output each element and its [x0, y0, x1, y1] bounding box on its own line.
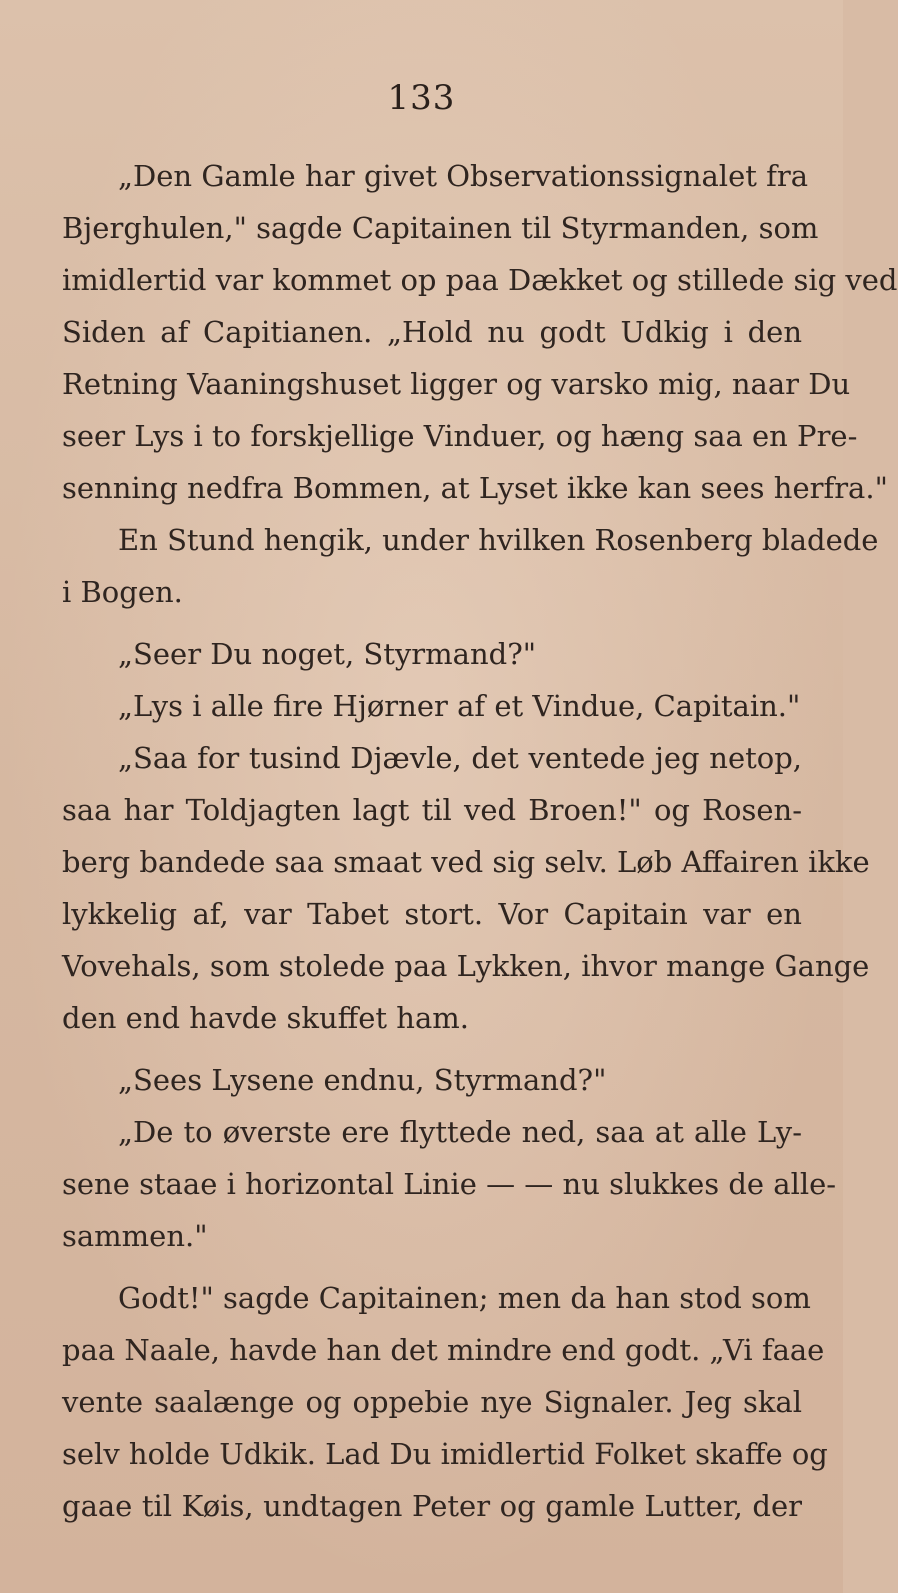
- text-line: „Den Gamle har givet Observationssignalet fra: [118, 159, 808, 193]
- text-line: sene staae i horizontal Linie — — nu slukkes de alle-: [62, 1167, 837, 1201]
- paragraph-gap: [62, 618, 802, 628]
- text-line: imidlertid var kommet op paa Dækket og stillede sig ved: [62, 263, 898, 297]
- text-line: paa Naale, havde han det mindre end godt. „Vi faae: [62, 1333, 825, 1367]
- text-line: den end havde skuffet ham.: [62, 1001, 469, 1035]
- text-line: Bjerghulen," sagde Capitainen til Styrmanden, som: [62, 211, 819, 245]
- text-line: saa har Toldjagten lagt til ved Broen!" og Rosen-: [62, 793, 802, 827]
- text-line: senning nedfra Bommen, at Lyset ikke kan sees herfra.": [62, 471, 888, 505]
- text-line: vente saalænge og oppebie nye Signaler. Jeg skal: [62, 1385, 802, 1419]
- text-line: „Seer Du noget, Styrmand?": [118, 637, 537, 671]
- text-line: lykkelig af, var Tabet stort. Vor Capitain var en: [62, 897, 802, 931]
- body-text: [62, 150, 898, 1532]
- text-line: Godt!" sagde Capitainen; men da han stod som: [118, 1281, 811, 1315]
- text-line: gaae til Køis, undtagen Peter og gamle Lutter, der: [62, 1489, 802, 1523]
- page-number: 133: [387, 78, 456, 118]
- text-line: sammen.": [62, 1219, 208, 1253]
- text-line: selv holde Udkik. Lad Du imidlertid Folket skaffe og: [62, 1437, 828, 1471]
- text-line: berg bandede saa smaat ved sig selv. Løb Affairen ikke: [62, 845, 870, 879]
- text-line: „Sees Lysene endnu, Styrmand?": [118, 1063, 607, 1097]
- text-line: „De to øverste ere flyttede ned, saa at alle Ly-: [118, 1115, 802, 1149]
- text-line: Retning Vaaningshuset ligger og varsko mig, naar Du: [62, 367, 851, 401]
- text-line: „Saa for tusind Djævle, det ventede jeg netop,: [118, 741, 802, 775]
- text-line: seer Lys i to forskjellige Vinduer, og hæng saa en Pre-: [62, 419, 858, 453]
- text-line: Siden af Capitianen. „Hold nu godt Udkig i den: [62, 315, 802, 349]
- text-line: Vovehals, som stolede paa Lykken, ihvor mange Gange: [62, 949, 870, 983]
- paragraph-gap: [62, 1044, 802, 1054]
- text-line: En Stund hengik, under hvilken Rosenberg bladede: [118, 523, 879, 557]
- paragraph-gap: [62, 1262, 802, 1272]
- text-line: i Bogen.: [62, 575, 183, 609]
- text-line: „Lys i alle fire Hjørner af et Vindue, Capitain.": [118, 689, 801, 723]
